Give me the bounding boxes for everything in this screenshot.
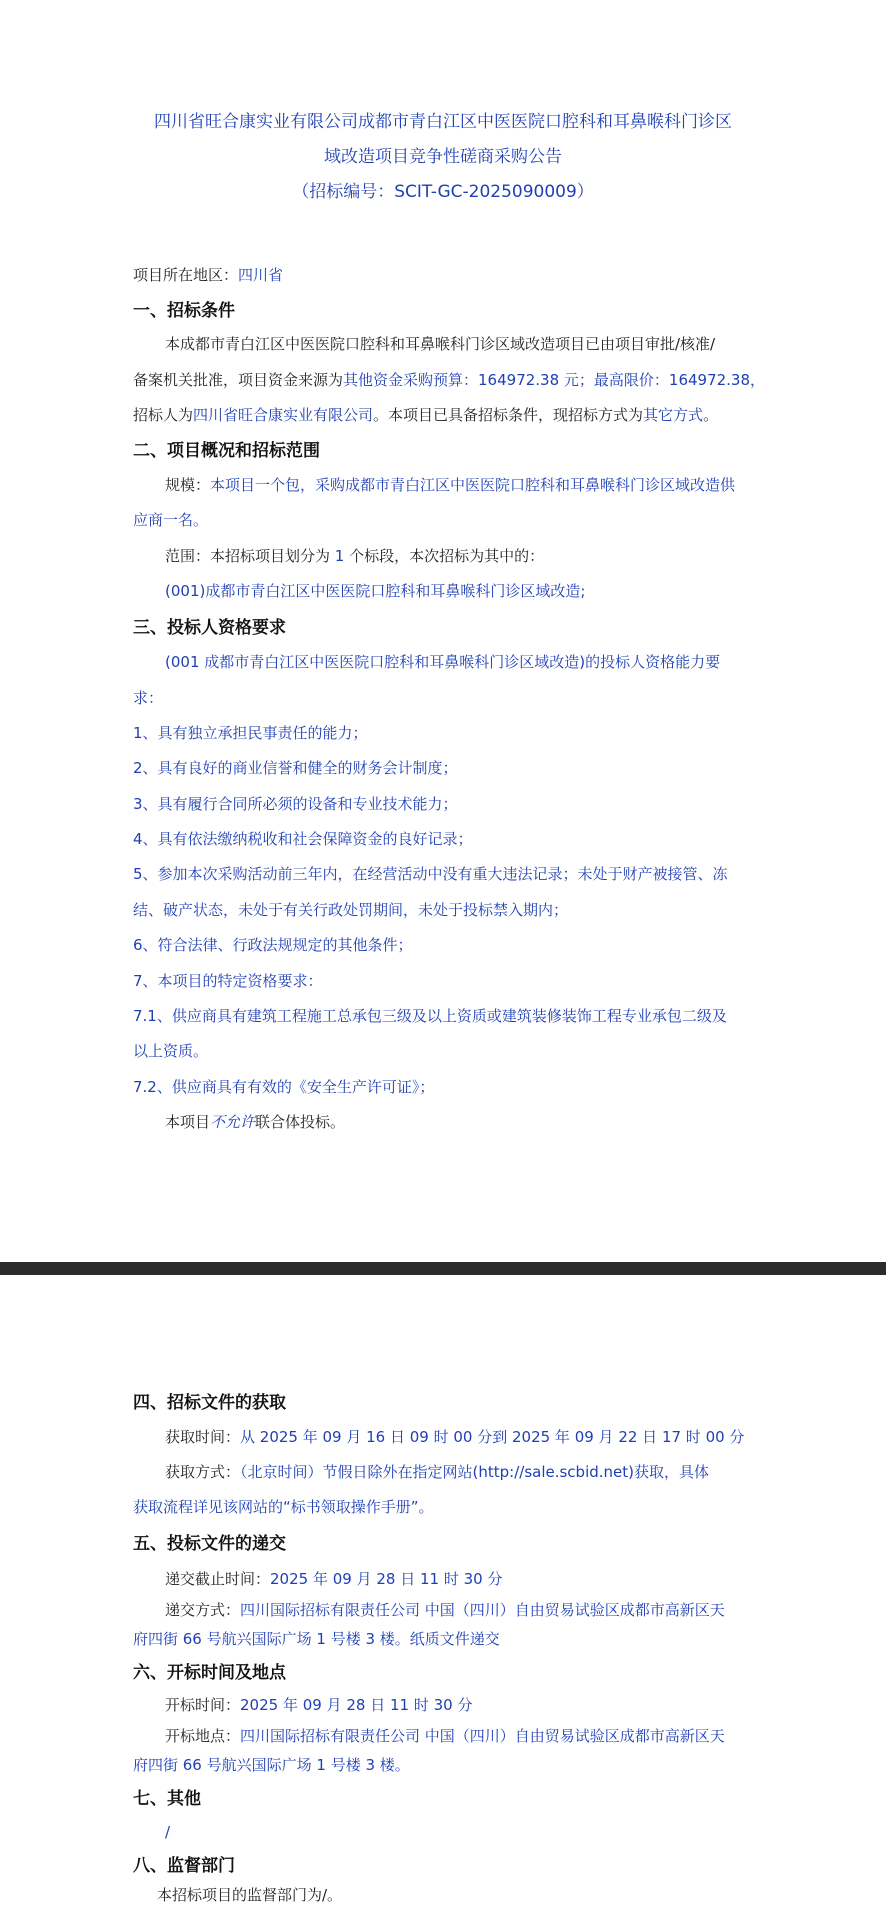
notice-title-line2: 域改造项目竞争性磋商采购公告 (324, 147, 562, 167)
s4-time (165, 1427, 744, 1447)
s3-item: 2、具有良好的商业信誉和健全的财务会计制度； (133, 759, 458, 777)
s3-item: 3、具有履行合同所必须的设备和专业技术能力； (133, 795, 458, 813)
section-1-heading: 一、招标条件 (133, 301, 235, 321)
section-3-heading: 三、投标人资格要求 (133, 618, 286, 638)
s4-method-label: 获取方式： (165, 1463, 241, 1481)
s6-time-value: 2025 年 09 月 28 日 11 时 30 分 (240, 1696, 473, 1714)
s2-scale-line1 (165, 475, 735, 495)
s5-method-line2: 府四街 66 号航兴国际广场 1 号楼 3 楼。纸质文件递交 (133, 1630, 500, 1648)
s3-item: 5、参加本次采购活动前三年内，在经营活动中没有重大违法记录；未处于财产被接管、冻 (133, 865, 728, 883)
s5-deadline-label: 递交截止时间： (165, 1570, 271, 1588)
s4-method-text: （北京时间）节假日除外在指定网站(http://sale.scbid.net)获取，具体 (240, 1463, 710, 1481)
s2-range-text-b: 个标段，本次招标为其中的： (344, 547, 545, 565)
s3-item: 7、本项目的特定资格要求： (133, 972, 323, 990)
s4-time-label: 获取时间： (165, 1428, 241, 1446)
s1-tenderer: 四川省旺合康实业有限公司 (193, 406, 374, 424)
s2-scale-line2: 应商一名。 (133, 511, 209, 529)
s5-method-line1 (165, 1600, 725, 1620)
section-6-heading: 六、开标时间及地点 (133, 1663, 286, 1683)
s5-deadline-value: 2025 年 09 月 28 日 11 时 30 分 (270, 1570, 503, 1588)
s6-place-text: 四川国际招标有限责任公司 中国（四川）自由贸易试验区成都市高新区天 (240, 1727, 725, 1745)
s4-method-line2: 获取流程详见该网站的“标书领取操作手册”。 (133, 1498, 434, 1516)
s6-time (165, 1695, 472, 1715)
s1-line3 (133, 405, 718, 425)
s3-consortium (165, 1112, 345, 1132)
notice-title-line1: 四川省旺合康实业有限公司成都市青白江区中医医院口腔科和耳鼻喉科门诊区 (154, 112, 732, 132)
s3-item: 1、具有独立承担民事责任的能力； (133, 724, 368, 742)
s6-place-line1 (165, 1726, 725, 1746)
s3-item: 4、具有依法缴纳税收和社会保障资金的良好记录； (133, 830, 473, 848)
s2-range-text-a: 范围：本招标项目划分为 (165, 547, 335, 565)
s3-intro-line2: 求： (133, 689, 164, 707)
s3-item: 以上资质。 (133, 1042, 209, 1060)
section-7-heading: 七、其他 (133, 1789, 201, 1809)
s3-item: 7.2、供应商具有有效的《安全生产许可证》； (133, 1078, 435, 1096)
page-divider (0, 1262, 886, 1275)
s2-scale-label: 规模： (165, 476, 211, 494)
s5-method-text: 四川国际招标有限责任公司 中国（四川）自由贸易试验区成都市高新区天 (240, 1601, 725, 1619)
s6-place-line2: 府四街 66 号航兴国际广场 1 号楼 3 楼。 (133, 1756, 410, 1774)
s3-consortium-text-a: 本项目 (165, 1113, 211, 1131)
bid-number: （招标编号：SCIT-GC-2025090009） (292, 182, 594, 202)
s3-consortium-flag: 不允许 (210, 1113, 256, 1131)
section-5-heading: 五、投标文件的递交 (133, 1534, 286, 1554)
region-line (133, 265, 283, 285)
s1-line3-text-e: 。 (703, 406, 719, 424)
s3-consortium-text-c: 联合体投标。 (255, 1113, 346, 1131)
s4-method-line1 (165, 1462, 709, 1482)
region-value: 四川省 (238, 266, 284, 284)
s2-scale-text: 本项目一个包，采购成都市青白江区中医医院口腔科和耳鼻喉科门诊区域改造供 (210, 476, 736, 494)
s2-lot: (001)成都市青白江区中医医院口腔科和耳鼻喉科门诊区域改造; (165, 582, 586, 600)
s1-line3-text-c: 。本项目已具备招标条件，现招标方式为 (373, 406, 644, 424)
s3-intro-line1: (001 成都市青白江区中医医院口腔科和耳鼻喉科门诊区域改造)的投标人资格能力要 (165, 653, 721, 671)
s1-method: 其它方式 (643, 406, 704, 424)
s8-content: 本招标项目的监督部门为/。 (157, 1886, 343, 1904)
s2-range (165, 546, 544, 566)
document-page-2 (0, 1275, 886, 1905)
s1-line3-text-a: 招标人为 (133, 406, 194, 424)
s7-content: / (165, 1823, 171, 1841)
s6-time-label: 开标时间： (165, 1696, 241, 1714)
s3-item: 6、符合法律、行政法规规定的其他条件； (133, 936, 413, 954)
s1-budget: 其他资金采购预算：164972.38 元；最高限价：164972.38， (343, 371, 766, 389)
s5-method-label: 递交方式： (165, 1601, 241, 1619)
s3-item: 7.1、供应商具有建筑工程施工总承包三级及以上资质或建筑装修装饰工程专业承包二级及 (133, 1007, 727, 1025)
s5-deadline (165, 1569, 502, 1589)
s2-range-count: 1 (334, 547, 345, 565)
s1-line2-text: 备案机关批准，项目资金来源为 (133, 371, 344, 389)
section-2-heading: 二、项目概况和招标范围 (133, 441, 320, 461)
s3-item: 结、破产状态，未处于有关行政处罚期间，未处于投标禁入期内； (133, 901, 569, 919)
s1-line2 (133, 370, 765, 390)
s1-line1: 本成都市青白江区中医医院口腔科和耳鼻喉科门诊区域改造项目已由项目审批/核准/ (165, 335, 716, 353)
section-8-heading: 八、监督部门 (133, 1856, 235, 1876)
s6-place-label: 开标地点： (165, 1727, 241, 1745)
s4-time-value: 从 2025 年 09 月 16 日 09 时 00 分到 2025 年 09 月 22 日 17 时 00 分 (240, 1428, 745, 1446)
section-4-heading: 四、招标文件的获取 (133, 1393, 286, 1413)
region-label: 项目所在地区： (133, 266, 239, 284)
